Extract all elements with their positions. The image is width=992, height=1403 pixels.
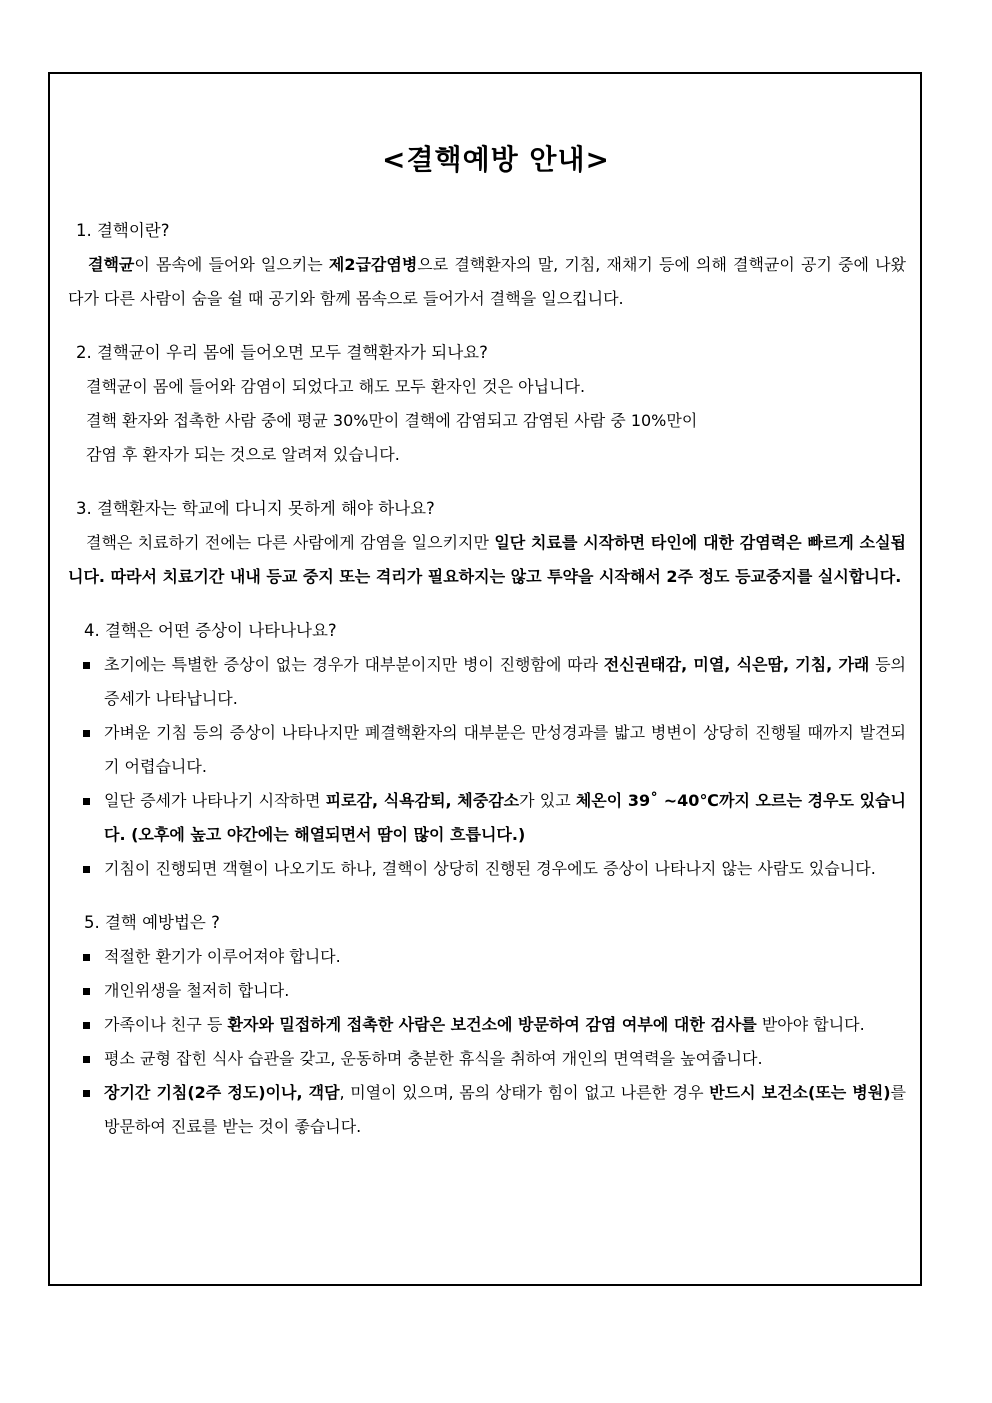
section-3-paragraph: 결핵은 치료하기 전에는 다른 사람에게 감염을 일으키지만 일단 치료를 시작하면 타인에 대한 감염력은 빠르게 소실됩니다. 따라서 치료기간 내내 등교 중지 또는 격리가 필요하지는 않고 투약을 시작해서 2주 정도 등교중지를 실시합니다. (68, 533, 907, 586)
prevention-item: 개인위생을 철저히 합니다. (68, 974, 906, 1008)
bullet-square-icon (83, 662, 90, 669)
symptom-item: 초기에는 특별한 증상이 없는 경우가 대부분이지만 병이 진행함에 따라 전신권태감, 미열, 식은땀, 기침, 가래 등의 증세가 나타납니다. (68, 648, 906, 716)
section-5-list (68, 940, 906, 1144)
bullet-square-icon (83, 988, 90, 995)
section-4-heading: 4. 결핵은 어떤 증상이 나타나나요? (84, 621, 337, 640)
bullet-square-icon (83, 1090, 90, 1097)
bullet-square-icon (83, 1056, 90, 1063)
section-2-line: 감염 후 환자가 되는 것으로 알려져 있습니다. (86, 445, 400, 464)
bullet-square-icon (83, 954, 90, 961)
section-2-line: 결핵균이 몸에 들어와 감염이 되었다고 해도 모두 환자인 것은 아닙니다. (86, 377, 586, 396)
symptom-item: 일단 증세가 나타나기 시작하면 피로감, 식욕감퇴, 체중감소가 있고 체온이 39˚ ~40℃까지 오르는 경우도 있습니다. (오후에 높고 야간에는 해열되면서 땀이 많이 흐릅니다.) (68, 784, 906, 852)
section-3-heading: 3. 결핵환자는 학교에 다니지 못하게 해야 하나요? (76, 499, 435, 518)
prevention-item: 적절한 환기가 이루어져야 합니다. (68, 940, 906, 974)
section-5-heading: 5. 결핵 예방법은 ? (84, 913, 220, 932)
section-1-heading: 1. 결핵이란? (76, 221, 170, 240)
symptom-item: 가벼운 기침 등의 증상이 나타나지만 폐결핵환자의 대부분은 만성경과를 밟고 병변이 상당히 진행될 때까지 발견되기 어렵습니다. (68, 716, 906, 784)
section-4-list (68, 648, 906, 886)
prevention-item: 가족이나 친구 등 환자와 밀접하게 접촉한 사람은 보건소에 방문하여 감염 여부에 대한 검사를 받아야 합니다. (68, 1008, 906, 1042)
section-2-line: 결핵 환자와 접촉한 사람 중에 평균 30%만이 결핵에 감염되고 감염된 사람 중 10%만이 (86, 411, 698, 430)
document-title: <결핵예방 안내> (382, 143, 610, 176)
prevention-item: 장기간 기침(2주 정도)이나, 객담, 미열이 있으며, 몸의 상태가 힘이 없고 나른한 경우 반드시 보건소(또는 병원)를 방문하여 진료를 받는 것이 좋습니다. (68, 1076, 906, 1144)
bullet-square-icon (83, 798, 90, 805)
bullet-square-icon (83, 730, 90, 737)
bullet-square-icon (83, 866, 90, 873)
symptom-item: 기침이 진행되면 객혈이 나오기도 하나, 결핵이 상당히 진행된 경우에도 증상이 나타나지 않는 사람도 있습니다. (68, 852, 906, 886)
prevention-item: 평소 균형 잡힌 식사 습관을 갖고, 운동하며 충분한 휴식을 취하여 개인의 면역력을 높여줍니다. (68, 1042, 906, 1076)
section-1-paragraph: 결핵균이 몸속에 들어와 일으키는 제2급감염병으로 결핵환자의 말, 기침, 재채기 등에 의해 결핵균이 공기 중에 나왔다가 다른 사람이 숨을 쉴 때 공기와 함께 몸속으로 들어가서 결핵을 일으킵니다. (68, 255, 906, 308)
document-body (68, 214, 906, 1144)
section-2-heading: 2. 결핵균이 우리 몸에 들어오면 모두 결핵환자가 되나요? (76, 343, 488, 362)
bullet-square-icon (83, 1022, 90, 1029)
